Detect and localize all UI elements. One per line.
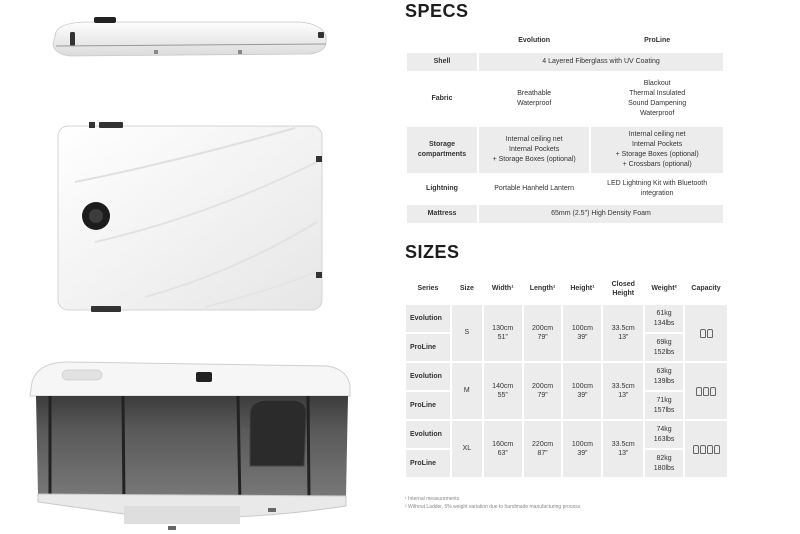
sizes-height-cell-line: 100cm xyxy=(571,382,593,390)
specs-col-blank xyxy=(407,31,477,51)
sizes-body xyxy=(406,305,727,477)
specs-cell-line: Breathable xyxy=(517,90,552,97)
specs-cell-line: Thermal Insulated xyxy=(629,90,686,97)
sizes-height-cell-line: 39” xyxy=(577,392,588,399)
specs-row-label: Lightning xyxy=(407,175,477,203)
specs-row-fabric xyxy=(407,73,723,125)
sizes-closed-cell-line: 33.5cm xyxy=(611,382,635,390)
sizes-series-label: ProLine xyxy=(406,392,450,419)
sizes-size-cell: S xyxy=(452,305,482,361)
specs-row-label: Mattress xyxy=(407,205,477,223)
specs-col-proline: ProLine xyxy=(644,37,671,44)
sizes-width-cell-line: 160cm xyxy=(492,440,514,448)
sizes-length-cell-line: 87” xyxy=(537,450,548,457)
sizes-height-cell-line: 100cm xyxy=(571,324,593,332)
sizes-capacity-cell xyxy=(685,363,727,419)
sizes-col-length: Length¹ xyxy=(529,285,556,293)
sizes-height-cell-line: 39” xyxy=(577,334,588,341)
specs-cell-line: + Storage Boxes (optional) xyxy=(615,151,699,158)
specs-cell-line: Internal ceiling net xyxy=(505,136,563,143)
sizes-weight-cell-line: 71kg xyxy=(656,397,672,404)
sizes-weight-cell xyxy=(645,363,683,390)
sizes-row xyxy=(406,305,727,332)
sizes-capacity-cell xyxy=(685,421,727,477)
sizes-width-cell-line: 140cm xyxy=(492,382,514,390)
sizes-weight-cell-line: 82kg xyxy=(656,455,672,462)
person-icon xyxy=(707,329,713,338)
specs-row-storage xyxy=(407,127,723,173)
sizes-height-cell xyxy=(563,305,601,361)
sizes-length-cell-line: 79” xyxy=(537,334,548,341)
sizes-weight-cell-line: 74kg xyxy=(656,426,672,433)
sizes-closed-cell-line: 33.5cm xyxy=(611,440,635,448)
sizes-height-cell xyxy=(563,363,601,419)
sizes-width-cell xyxy=(484,421,522,477)
footnote: ¹ Internal measurements xyxy=(405,496,460,502)
sizes-length-cell-line: 220cm xyxy=(532,440,554,448)
specs-cell: 4 Layered Fiberglass with UV Coating xyxy=(479,53,723,71)
specs-cell-line: Internal ceiling net xyxy=(628,131,686,138)
sizes-weight-cell-line: 69kg xyxy=(656,339,672,346)
sizes-width-cell-line: 51” xyxy=(497,334,508,341)
specs-row-shell xyxy=(407,53,723,71)
sizes-height-cell-line: 100cm xyxy=(571,440,593,448)
specs-cell-line: Blackout xyxy=(643,80,671,87)
specs-row-lightning xyxy=(407,175,723,203)
specs-row-label: Fabric xyxy=(407,73,477,125)
sizes-weight-cell-line: 163lbs xyxy=(653,435,675,443)
specs-cell xyxy=(479,127,589,173)
specs-row-label: Storage compartments xyxy=(407,127,477,173)
sizes-size-cell: M xyxy=(452,363,482,419)
specs-cell-line: Internal Pockets xyxy=(632,141,683,148)
tent-open-image xyxy=(28,356,353,534)
specs-cell: 65mm (2.5") High Density Foam xyxy=(479,205,723,223)
sizes-height-cell xyxy=(563,421,601,477)
sizes-length-cell-line: 200cm xyxy=(532,324,554,332)
sizes-closed-cell-line: 33.5cm xyxy=(611,324,635,332)
person-icon xyxy=(703,387,709,396)
specs-cell-line: Waterproof xyxy=(639,110,675,117)
sizes-series-label: ProLine xyxy=(406,450,450,477)
sizes-weight-cell-line: 134lbs xyxy=(653,319,675,327)
sizes-width-cell xyxy=(484,305,522,361)
sizes-header-row xyxy=(406,275,727,303)
sizes-length-cell-line: 79” xyxy=(537,392,548,399)
specs-cell-line: Internal Pockets xyxy=(509,146,560,153)
sizes-col-closed-height: Closed Height xyxy=(611,280,635,297)
tent-side-view-image xyxy=(50,14,330,60)
sizes-col-capacity: Capacity xyxy=(691,285,721,293)
sizes-col-size: Size xyxy=(459,285,474,293)
sizes-series-label: Evolution xyxy=(406,305,450,332)
sizes-closed-cell-line: 13” xyxy=(618,334,629,341)
sizes-length-cell-line: 200cm xyxy=(532,382,554,390)
specs-cell xyxy=(479,73,589,125)
specs-row-label: Shell xyxy=(407,53,477,71)
sizes-col-width: Width¹ xyxy=(491,285,514,293)
sizes-width-cell xyxy=(484,363,522,419)
sizes-row xyxy=(406,421,727,448)
person-icon xyxy=(710,387,716,396)
sizes-weight-cell xyxy=(645,334,683,361)
person-icon xyxy=(714,445,720,454)
specs-cell-line: Waterproof xyxy=(516,100,552,107)
specs-cell-line: LED Lightning Kit with Bluetooth xyxy=(607,180,708,187)
sizes-closed-cell-line: 13” xyxy=(618,392,629,399)
person-icon xyxy=(696,387,702,396)
sizes-width-cell-line: 130cm xyxy=(492,324,514,332)
specs-heading: SPECS xyxy=(405,1,469,21)
sizes-length-cell xyxy=(524,421,562,477)
sizes-weight-cell-line: 157lbs xyxy=(653,406,675,414)
specs-cell xyxy=(479,175,589,203)
sizes-weight-cell-line: 180lbs xyxy=(653,464,675,472)
specs-cell xyxy=(591,73,723,125)
sizes-row xyxy=(406,363,727,390)
sizes-closed-cell xyxy=(603,305,643,361)
sizes-col-weight: Weight² xyxy=(651,285,677,293)
tent-top-view-image xyxy=(55,122,325,314)
sizes-weight-cell-line: 63kg xyxy=(656,368,672,375)
person-icon xyxy=(693,445,699,454)
sizes-col-height: Height¹ xyxy=(570,285,595,293)
sizes-weight-cell xyxy=(645,421,683,448)
specs-cell-line: + Crossbars (optional) xyxy=(622,161,692,168)
sizes-series-label: Evolution xyxy=(406,363,450,390)
specs-cell-line: + Storage Boxes (optional) xyxy=(492,156,576,163)
sizes-length-cell xyxy=(524,305,562,361)
specs-cell-line: Sound Dampening xyxy=(628,100,687,107)
specs-row-mattress xyxy=(407,205,723,223)
specs-col-evolution: Evolution xyxy=(518,37,551,44)
person-icon xyxy=(700,445,706,454)
sizes-weight-cell-line: 61kg xyxy=(656,310,672,317)
sizes-series-label: ProLine xyxy=(406,334,450,361)
sizes-series-label: Evolution xyxy=(406,421,450,448)
footnotes xyxy=(405,495,582,511)
specs-table xyxy=(405,29,725,225)
sizes-capacity-cell xyxy=(685,305,727,361)
specs-cell xyxy=(591,127,723,173)
sizes-width-cell-line: 63” xyxy=(497,450,508,457)
sizes-width-cell-line: 55” xyxy=(497,392,508,399)
specs-header-row xyxy=(407,31,723,51)
sizes-weight-cell-line: 139lbs xyxy=(653,377,675,385)
sizes-weight-cell xyxy=(645,305,683,332)
sizes-closed-cell xyxy=(603,421,643,477)
sizes-weight-cell xyxy=(645,392,683,419)
sizes-heading: SIZES xyxy=(405,242,460,262)
sizes-closed-cell-line: 13” xyxy=(618,450,629,457)
sizes-size-cell: XL xyxy=(452,421,482,477)
sizes-weight-cell-line: 152lbs xyxy=(653,348,675,356)
specs-cell xyxy=(591,175,723,203)
sizes-closed-cell xyxy=(603,363,643,419)
sizes-col-series: Series xyxy=(417,285,439,293)
sizes-weight-cell xyxy=(645,450,683,477)
person-icon xyxy=(700,329,706,338)
sizes-table xyxy=(404,273,729,479)
sizes-height-cell-line: 39” xyxy=(577,450,588,457)
footnote: ² Without Ladder, 5% weight variation due to handmade manufacturing process. xyxy=(405,504,582,510)
specs-cell-line: integration xyxy=(640,190,674,197)
person-icon xyxy=(707,445,713,454)
sizes-length-cell xyxy=(524,363,562,419)
specs-cell-line: Portable Hanheld Lantern xyxy=(494,185,575,192)
